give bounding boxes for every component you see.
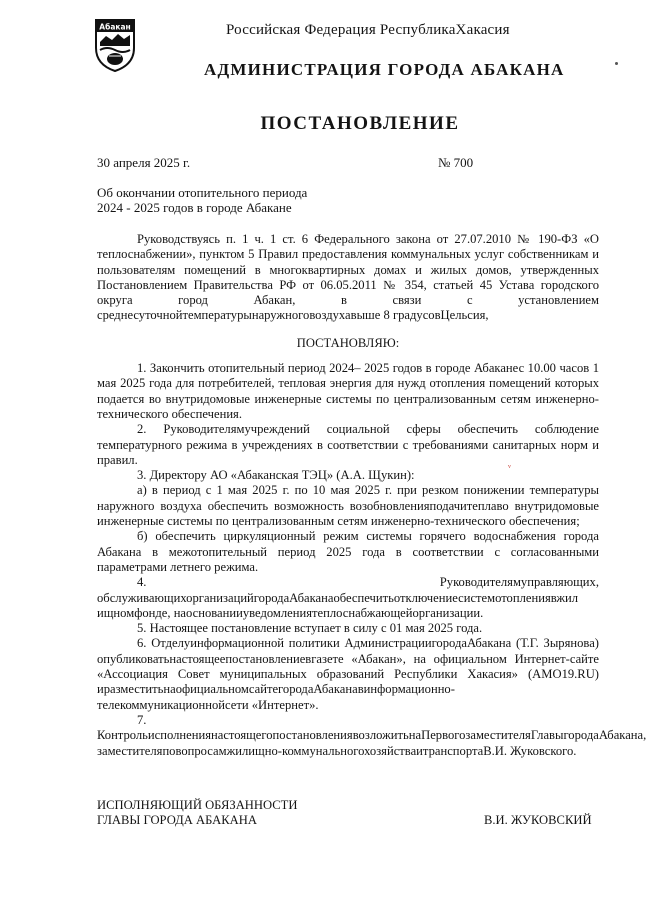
signatory-name: В.И. ЖУКОВСКИЙ [484,813,592,827]
item-paragraph: б) обеспечить циркуляционный режим системы горячего водоснабжения города Абакана в межотопительный период 2025 года в соответствии с согласованными параметрами летнего режима. [97,529,599,574]
administration-title: АДМИНИСТРАЦИЯ ГОРОДА АБАКАНА [204,60,565,79]
document-type-heading: ПОСТАНОВЛЕНИЕ [260,113,460,134]
country-line: Российская Федерация РеспубликаХакасия [226,22,510,38]
item-paragraph: 3. Директору АО «Абаканская ТЭЦ» (А.А. Щукин): [137,468,415,483]
subject-line: 2024 - 2025 годов в городе Абакане [97,200,292,215]
item-paragraph: 4. Руководителямуправляющих, обслуживающихорганизацийгородаАбаканаобеспечитьотключениесистемотоплениявжил ищномфонде, наоснованииуведомлениятеплоснабжающейорганизации. [97,575,599,620]
item-paragraph: а) в период с 1 мая 2025 г. по 10 мая 2025 г. при резком понижении температуры наружного воздуха обеспечить возможность возобновленияподачитеплаво внутридомовые инженерные системы по централизованным сетям инженерно-технического обеспечения; [97,483,599,529]
position-line: ГЛАВЫ ГОРОДА АБАКАНА [97,813,257,827]
red-pen-mark: ᵥ [508,459,511,470]
city-coat-of-arms-icon [94,18,136,72]
svg-text:Абакан: Абакан [99,22,131,32]
item-paragraph: 5. Настоящее постановление вступает в силу с 01 мая 2025 года. [137,621,483,636]
item-paragraph: 1. Закончить отопительный период 2024– 2025 годов в городе Абаканес 10.00 часов 1 мая 2025 года для потребителей, тепловая энергия для нужд отопления помещений которых подается во внутридомовые инженерные системы по централизованным сетям инженерно-технического обеспечения. [97,361,599,421]
item-paragraph: 6. Отделуинформационной политики АдминистрациигородаАбакана (Т.Г. Зырянова) опубликоватьнастоящеепостановлениевгазете «Абакан», на официальном Интернет-сайте «Ассоциация Совет муниципальных образований Республики Хакасия» (АМО19.RU) иразместитьнаофициальномсайтегородаАбаканавинформационно-телекоммуникационнойсети «Интернет». [97,636,599,712]
position-line: ИСПОЛНЯЮЩИЙ ОБЯЗАННОСТИ [97,798,298,812]
item-paragraph: 7. КонтрольисполнениянастоящегопостановлениявозложитьнаПервогозаместителяГлавыгородаАбакана, заместителяповопросамжилищно-коммунальногохозяйстваитранспортаВ.И. Жуковского. [97,712,647,758]
item-paragraph: 2. Руководителямучреждений социальной сферы обеспечить соблюдение температурного режима в учреждениях в соответствии с требованиями санитарных норм и правил. [97,422,599,467]
preamble-paragraph: Руководствуясь п. 1 ч. 1 ст. 6 Федерального закона от 27.07.2010 № 190-ФЗ «О теплоснабжении», пунктом 5 Правил предоставления коммунальных услуг собственникам и пользователям помещений в многоквартирных домах и жилых домов, утвержденных Постановлением Правительства РФ от 06.05.2011 № 354, статьей 45 Устава городского округа город Абакан, в связи с установлением среднесуточнойтемпературынаружноговоздухавыше 8 градусовЦельсия, [97,232,599,323]
document-date: 30 апреля 2025 г. [97,155,191,170]
subject-line: Об окончании отопительного периода [97,185,308,200]
signatory-position [97,798,297,828]
document-subject [97,185,357,215]
document-number: № 700 [438,155,474,170]
document-body [97,232,647,759]
resolve-heading: ПОСТАНОВЛЯЮ: [296,335,400,350]
scan-speck [615,62,618,65]
